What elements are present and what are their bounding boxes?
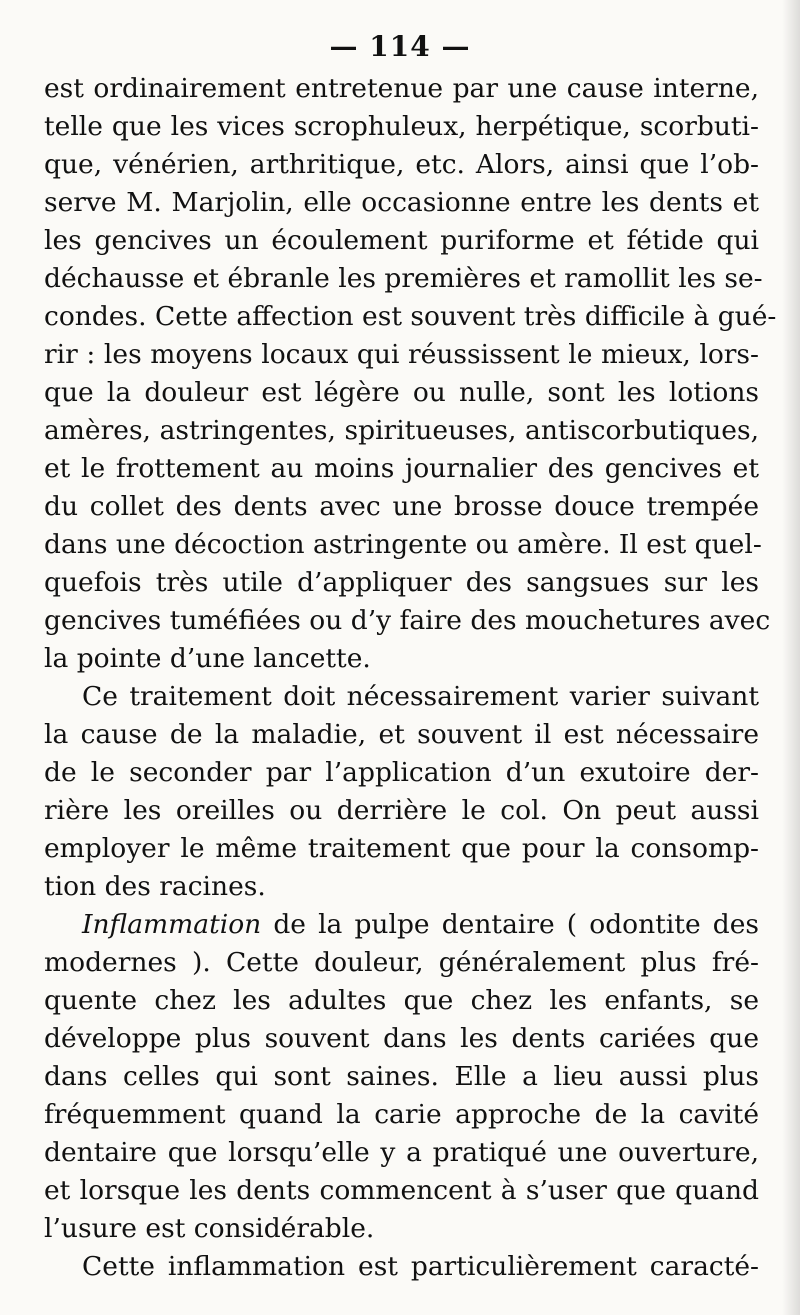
- text-line: est ordinairement entretenue par une cause interne,: [44, 73, 759, 104]
- text-line: dans celles qui sont saines. Elle a lieu aussi plus: [44, 1061, 759, 1092]
- text-line: [44, 906, 759, 944]
- page-text: [44, 70, 777, 1286]
- text-line: Cette inflammation est particulièrement caracté-: [82, 1251, 759, 1282]
- text-line: quefois très utile d’appliquer des sangsues sur les: [44, 567, 759, 598]
- text-line: la cause de la maladie, et souvent il est nécessaire: [44, 719, 759, 750]
- text-line: que, vénérien, arthritique, etc. Alors, ainsi que l’ob-: [44, 149, 759, 180]
- text-line: de le seconder par l’application d’un exutoire der-: [44, 757, 759, 788]
- italic-heading: Inflammation: [82, 909, 262, 940]
- text-line: tion des racines.: [44, 871, 266, 902]
- text-line: les gencives un écoulement puriforme et fétide qui: [44, 225, 759, 256]
- text-line: serve M. Marjolin, elle occasionne entre les dents et: [44, 187, 759, 218]
- text-line-rest: de la pulpe dentaire ( odontite des: [273, 909, 759, 940]
- text-line: rir : les moyens locaux qui réussissent le mieux, lors-: [44, 339, 759, 370]
- page-edge-shadow: [782, 0, 800, 1315]
- text-line: du collet des dents avec une brosse douce trempée: [44, 491, 759, 522]
- text-line: Ce traitement doit nécessairement varier suivant: [82, 681, 759, 712]
- text-line: fréquemment quand la carie approche de la cavité: [44, 1099, 759, 1130]
- text-line: développe plus souvent dans les dents cariées que: [44, 1023, 759, 1054]
- text-line: employer le même traitement que pour la consomp-: [44, 833, 759, 864]
- text-line: amères, astringentes, spiritueuses, antiscorbutiques,: [44, 415, 759, 446]
- text-line: déchausse et ébranle les premières et ramollit les se-: [44, 263, 763, 294]
- text-line: dans une décoction astringente ou amère. Il est quel-: [44, 529, 762, 560]
- text-line: modernes ). Cette douleur, généralement plus fré-: [44, 947, 759, 978]
- text-line: l’usure est considérable.: [44, 1213, 375, 1244]
- text-line: gencives tuméfiées ou d’y faire des mouchetures avec: [44, 605, 771, 636]
- text-line: rière les oreilles ou derrière le col. On peut aussi: [44, 795, 759, 826]
- text-line: et le frottement au moins journalier des gencives et: [44, 453, 759, 484]
- page-number: — 114 —: [329, 30, 471, 63]
- text-line: condes. Cette affection est souvent très difficile à gué-: [44, 301, 777, 332]
- text-line: dentaire que lorsqu’elle y a pratiqué une ouverture,: [44, 1137, 759, 1168]
- text-line: quente chez les adultes que chez les enfants, se: [44, 985, 759, 1016]
- text-line: que la douleur est légère ou nulle, sont les lotions: [44, 377, 759, 408]
- text-line: la pointe d’une lancette.: [44, 643, 371, 674]
- text-line: telle que les vices scrophuleux, herpétique, scorbuti-: [44, 111, 759, 142]
- text-line: et lorsque les dents commencent à s’user que quand: [44, 1175, 759, 1206]
